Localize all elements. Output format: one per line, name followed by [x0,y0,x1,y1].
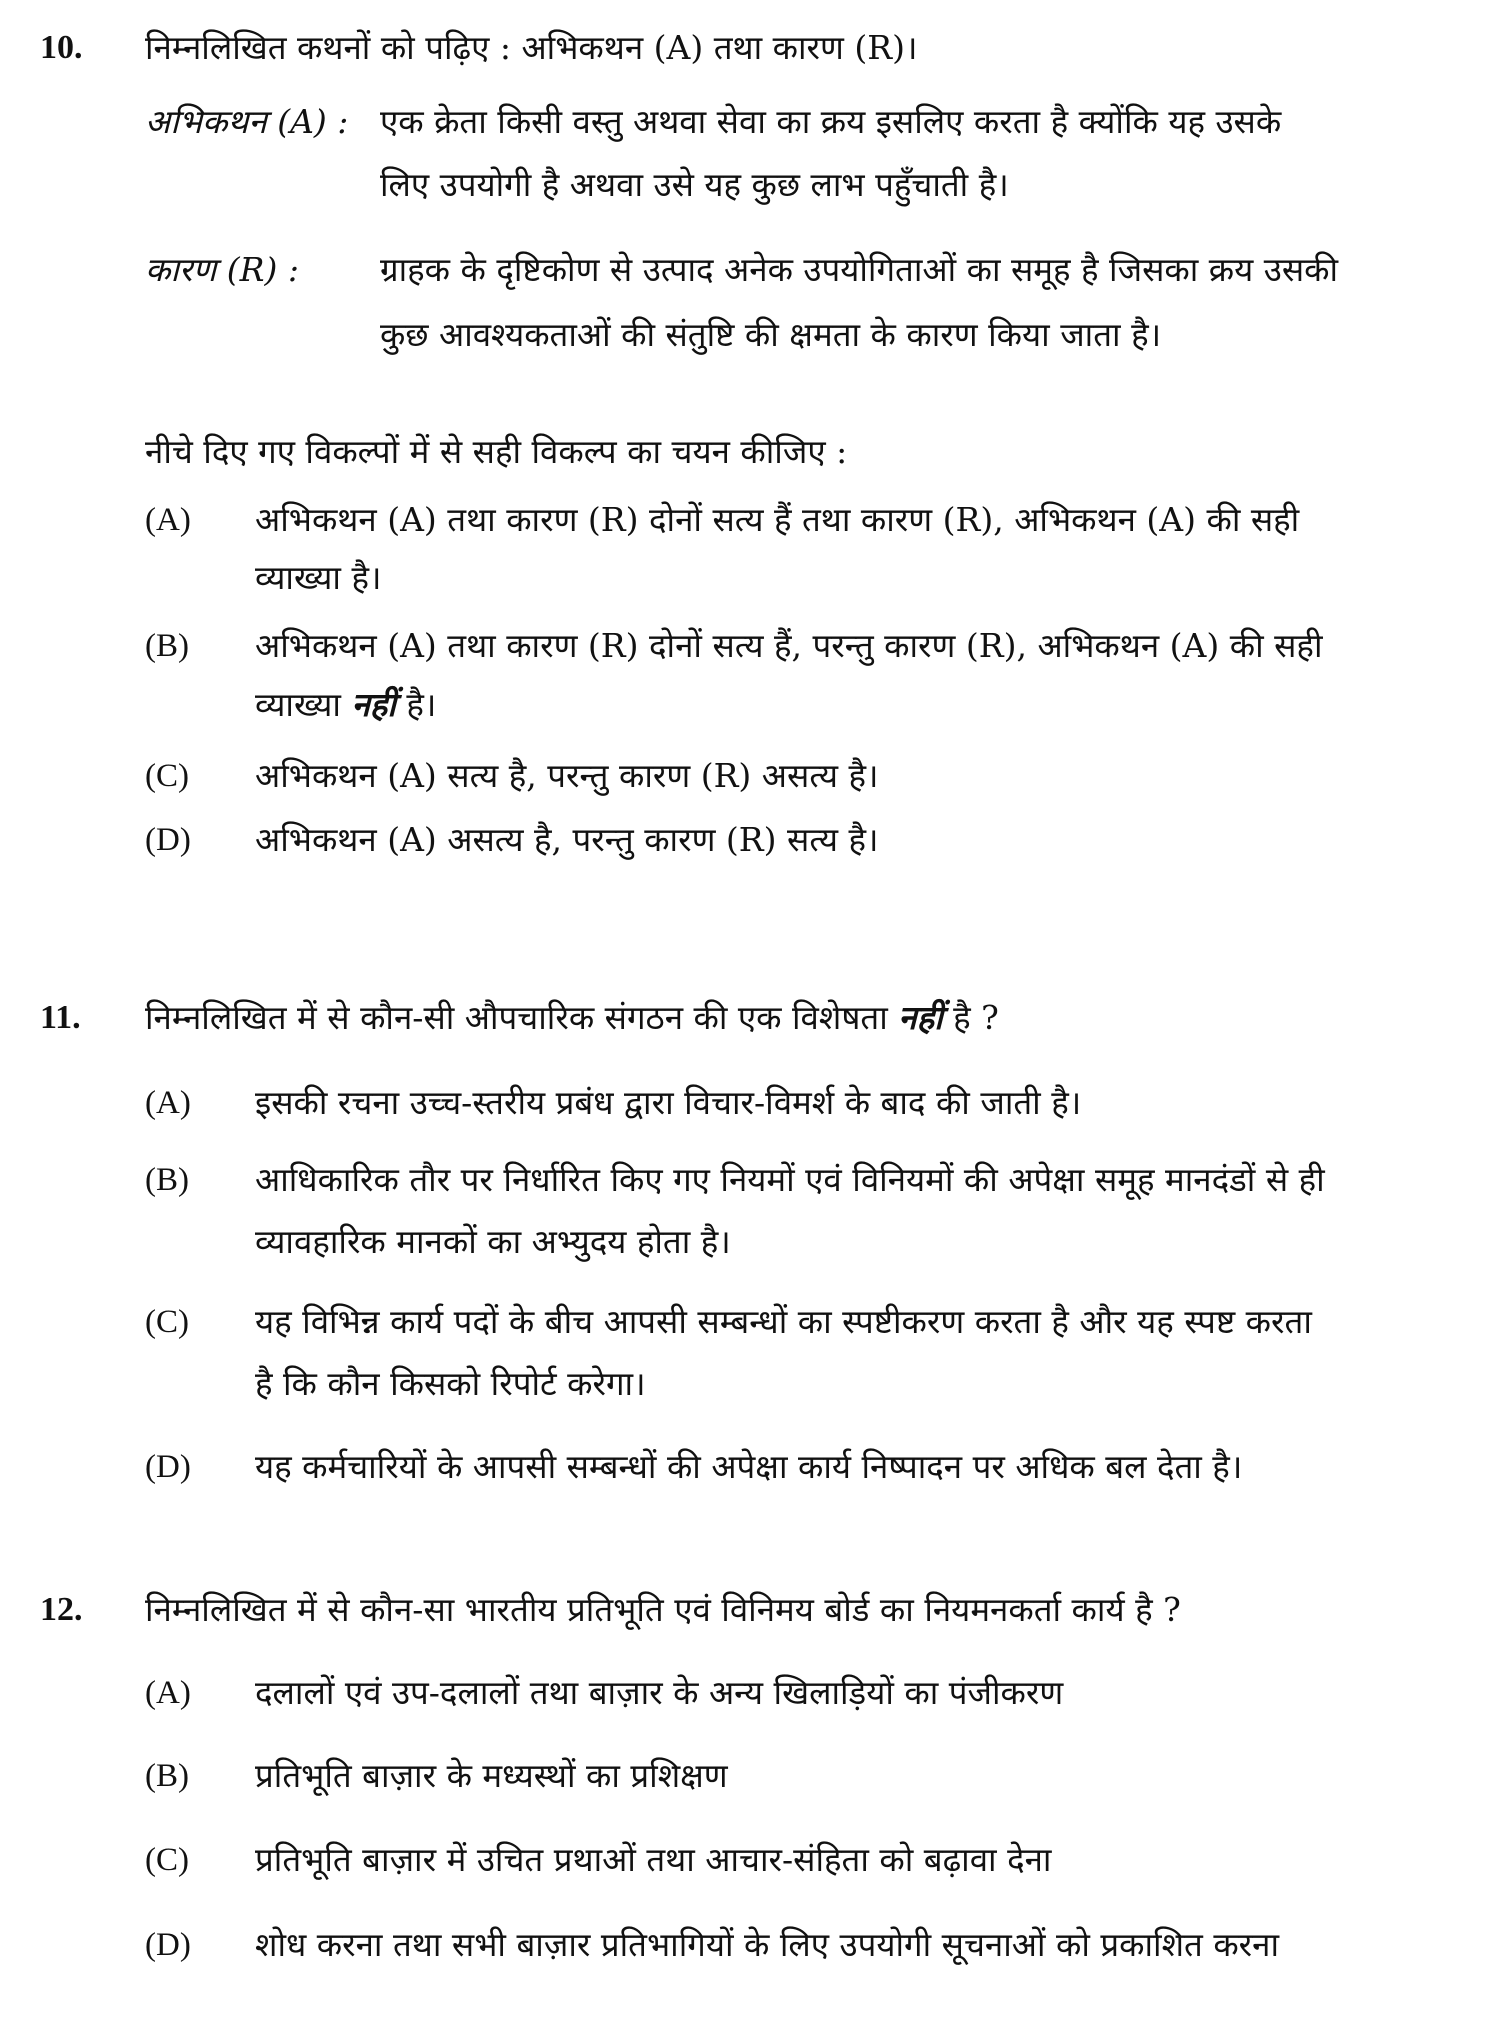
option-label: (B) [145,1758,189,1794]
option-label: (A) [145,502,191,538]
option-text-line1: अभिकथन (A) तथा कारण (R) दोनों सत्य हैं, परन्तु कारण (R), अभिकथन (A) की सही [255,626,1323,665]
stem-post: है ? [942,998,999,1037]
option-label: (C) [145,1304,189,1340]
option-text-line1: यह कर्मचारियों के आपसी सम्बन्धों की अपेक्षा कार्य निष्पादन पर अधिक बल देता है। [255,1447,1243,1486]
emphasis-word: नहीं [351,685,396,724]
option-label: (B) [145,1162,189,1198]
assertion-text-line2: लिए उपयोगी है अथवा उसे यह कुछ लाभ पहुँचाती है। [380,165,1009,204]
option-text-line1: शोध करना तथा सभी बाज़ार प्रतिभागियों के लिए उपयोगी सूचनाओं को प्रकाशित करना [255,1925,1280,1964]
option-label: (D) [145,822,191,858]
question-stem: निम्नलिखित कथनों को पढ़िए : अभिकथन (A) तथा कारण (R)। [145,28,918,67]
reason-label: कारण (R) : [145,250,299,289]
option-text-line1: यह विभिन्न कार्य पदों के बीच आपसी सम्बन्धों का स्पष्टीकरण करता है और यह स्पष्ट करता [255,1302,1312,1341]
assertion-text-line1: एक क्रेता किसी वस्तु अथवा सेवा का क्रय इसलिए करता है क्योंकि यह उसके [380,102,1282,141]
option-label: (A) [145,1675,191,1711]
reason-text-line1: ग्राहक के दृष्टिकोण से उत्पाद अनेक उपयोगिताओं का समूह है जिसका क्रय उसकी [380,250,1339,289]
option-text-line1: अभिकथन (A) असत्य है, परन्तु कारण (R) सत्य है। [255,820,879,859]
option-text-pre: व्याख्या [255,685,352,724]
option-text-line1: आधिकारिक तौर पर निर्धारित किए गए नियमों एवं विनियमों की अपेक्षा समूह मानदंडों से ही [255,1160,1325,1199]
option-text-line2: है कि कौन किसको रिपोर्ट करेगा। [255,1364,646,1403]
option-text-line1: प्रतिभूति बाज़ार में उचित प्रथाओं तथा आचार-संहिता को बढ़ावा देना [255,1840,1052,1879]
option-label: (A) [145,1085,191,1121]
option-label: (C) [145,1842,189,1878]
question-number: 12. [40,1591,83,1628]
option-text-line1: अभिकथन (A) तथा कारण (R) दोनों सत्य हैं तथा कारण (R), अभिकथन (A) की सही [255,500,1300,539]
option-text-line1: अभिकथन (A) सत्य है, परन्तु कारण (R) असत्य है। [255,756,879,795]
option-label: (D) [145,1449,191,1485]
option-label: (C) [145,758,189,794]
instruction-text: नीचे दिए गए विकल्पों में से सही विकल्प का चयन कीजिए : [145,432,848,471]
option-text-line2 [255,685,436,725]
emphasis-word: नहीं [898,998,943,1037]
option-label: (B) [145,628,189,664]
option-text-line2: व्यावहारिक मानकों का अभ्युदय होता है। [255,1222,731,1261]
question-number: 11. [40,999,81,1036]
assertion-label: अभिकथन (A) : [145,102,349,141]
option-text-line1: दलालों एवं उप-दलालों तथा बाज़ार के अन्य खिलाड़ियों का पंजीकरण [255,1673,1064,1712]
reason-text-line2: कुछ आवश्यकताओं की संतुष्टि की क्षमता के कारण किया जाता है। [380,315,1162,354]
option-text-line1: प्रतिभूति बाज़ार के मध्यस्थों का प्रशिक्षण [255,1756,728,1795]
question-stem: निम्नलिखित में से कौन-सा भारतीय प्रतिभूति एवं विनिमय बोर्ड का नियमनकर्ता कार्य है ? [145,1590,1181,1629]
option-text-line2: व्याख्या है। [255,558,382,597]
option-text-post: है। [395,685,437,724]
question-stem [145,998,999,1038]
option-text-line1: इसकी रचना उच्च-स्तरीय प्रबंध द्वारा विचार-विमर्श के बाद की जाती है। [255,1083,1082,1122]
question-number: 10. [40,29,83,66]
stem-pre: निम्नलिखित में से कौन-सी औपचारिक संगठन की एक विशेषता [145,998,899,1037]
option-label: (D) [145,1927,191,1963]
